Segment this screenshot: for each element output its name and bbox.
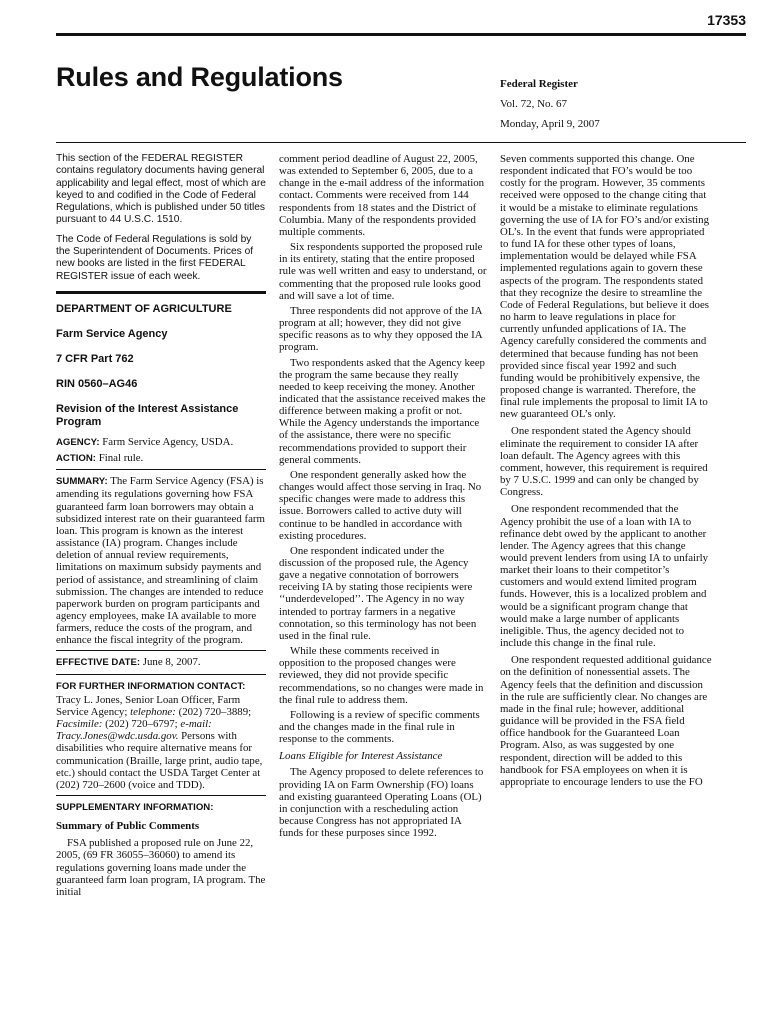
contact-fax-label: Facsimile: — [56, 718, 103, 731]
summary-text: The Farm Service Agency (FSA) is amending its regulations governing how FSA guaranteed farm loan borrowers may obtain a subsidized interest rate on their guaranteed farm loan. This program is known as the interest assistance (IA) program. Changes include deletion of annual review requirements, limitations on maximum subsidy payments and period of assistance, and streamlining of claim submission. The changes are intended to reduce paperwork burden on program participants and agency employees, make IA available to more farmers, reduce the costs of the program, and enhance the fiscal integrity of the program. — [56, 475, 265, 647]
publication-date: Monday, April 9, 2007 — [500, 118, 600, 130]
agency-line — [56, 436, 266, 449]
summary-label: SUMMARY: — [56, 476, 108, 488]
col3-paragraph-4: One respondent requested additional guidance on the definition of nonessential assets. The Agency feels that the definition and discussion in the rule are sufficiently clear. No changes are made in the final rule; however, additional guidance will be provided in the FSA field office handbook for the Guaranteed Loan Program. Also, as was suggested by one respondent, direction will be added to this handbook for FSA employees on when it is appropriate to encourage lenders to use the FO — [500, 654, 712, 788]
col2-paragraph-1: comment period deadline of August 22, 2005, was extended to September 6, 2005, due to a change in the e-mail address of the information contact. Comments were received from 144 respondents from 18 states and the District of Columbia. Many of the respondents provided multiple comments. — [279, 153, 485, 238]
header-rule — [56, 142, 746, 143]
column-2 — [279, 153, 487, 842]
col2-paragraph-9: The Agency proposed to delete references to providing IA on Farm Ownership (FO) loans and existing guaranteed Operating Loans (OL) in conjunction with a rescheduling action because Congress has not appropriated IA funds for these purposes since 1992. — [279, 766, 484, 840]
summary-comments-heading: Summary of Public Comments — [56, 820, 200, 833]
agency-label: AGENCY: — [56, 436, 100, 448]
rin-heading: RIN 0560–AG46 — [56, 377, 138, 390]
col2-paragraph-2: Six respondents supported the proposed rule in its entirety, stating that the entire proposed rule was well written and easy to understand, or commenting that the proposed rule looks good and will save a lot of time. — [279, 241, 487, 302]
agency-text: Farm Service Agency, USDA. — [102, 435, 234, 448]
contact-text-1: Tracy L. Jones, Senior Loan Officer, Farm Service Agency; — [56, 693, 241, 718]
action-line — [56, 452, 266, 465]
contact-fax: (202) 720–6797; — [105, 718, 178, 731]
publication-name: Federal Register — [500, 78, 578, 90]
effective-date-line — [56, 656, 266, 669]
effective-label: EFFECTIVE DATE: — [56, 657, 141, 669]
supplementary-paragraph-1: FSA published a proposed rule on June 22, 2005, (69 FR 36055–36060) to amend its regulations governing loans made under the guaranteed farm loan program, IA program. The initial — [56, 837, 266, 898]
section-title: Rules and Regulations — [56, 62, 343, 92]
column-1 — [56, 153, 266, 901]
col3-paragraph-1: Seven comments supported this change. One respondent indicated that FO’s would be too costly for the program. However, 35 comments received were opposed to the change citing that it would be a mistake to eliminate regulations governing the use of IA for FO’s and/or existing OL’s. In the event that funds were appropriated to fund IA for these other types of loans, implementation would be delayed while FSA implemented regulations again to govern these aspects of the program. The respondents stated that they recognize the desire to streamline the Code of Federal Regulations, but believe it does no harm to leave regulations in place for currently unfunded applications of IA. The Agency carefully considered the comments and determined that because funding has not been provided since fiscal year 1992 and such funding would be prohibitively expensive, the proposed change is warranted. Therefore, the final rule implements the proposal to limit IA to new guaranteed OL’s only. — [500, 153, 710, 421]
contact-text-2: Persons with disabilities who require alternative means for communication (Braille, large print, audio tape, etc.) should contact the USDA Target Center at (202) 720–2600 (voice and TDD). — [56, 730, 263, 791]
supplementary-label: SUPPLEMENTARY INFORMATION: — [56, 802, 214, 814]
contact-tel-label: telephone: — [130, 705, 176, 718]
loans-eligible-heading: Loans Eligible for Interest Assistance — [279, 750, 443, 763]
top-rule — [56, 33, 746, 36]
contact-label-line — [56, 680, 266, 693]
col2-paragraph-5: One respondent generally asked how the changes would affect those serving in Iraq. No specific changes were made to address this issue. Borrowers called to active duty will continue to be handled in accordance with existing procedures. — [279, 468, 482, 542]
col3-paragraph-2: One respondent stated the Agency should eliminate the requirement to consider IA after loan default. The Agency agrees with this comment, however, this requirement is required by 7 U.S.C. 1999 and can only be changed by Congress. — [500, 425, 708, 499]
preamble-paragraph-2: The Code of Federal Regulations is sold by the Superintendent of Documents. Prices of new books are listed in the first FEDERAL REGISTER issue of each week. — [56, 233, 254, 282]
publication-info — [500, 74, 740, 134]
agency-heading: Farm Service Agency — [56, 327, 168, 340]
col2-paragraph-3: Three respondents did not approve of the IA program at all; however, they did not give specific reasons as to why they opposed the IA program. — [279, 304, 482, 354]
supplementary-rule — [56, 795, 266, 796]
col2-paragraph-8: Following is a review of specific comments and the changes made in the final rule in response to the comments. — [279, 708, 480, 746]
summary-paragraph — [56, 475, 266, 646]
contact-email[interactable]: e-mail: Tracy.Jones@wdc.usda.gov. — [56, 718, 212, 743]
effective-rule — [56, 650, 266, 651]
column-3 — [500, 153, 712, 791]
col3-paragraph-3: One respondent recommended that the Agency prohibit the use of a loan with IA to refinance debt owed by the applicant to another lender. The Agency agrees that this change would prevent lenders from using IA to unfairly market their loans to their competitor’s customers and would extend limited program funds. However, this is a localized problem and would be a significant program change that would make a large number of applicants ineligible. Thus, the agency decided not to include this change in the final rule. — [500, 503, 709, 650]
preamble-paragraph-1: This section of the FEDERAL REGISTER contains regulatory documents having general applicability and legal effect, most of which are keyed to and codified in the Code of Federal Regulations, which is published under 50 titles pursuant to 44 U.S.C. 1510. — [56, 153, 266, 226]
supplementary-label-line — [56, 801, 266, 814]
contact-rule — [56, 674, 266, 675]
action-text: Final rule. — [98, 452, 144, 465]
contact-label: FOR FURTHER INFORMATION CONTACT: — [56, 680, 246, 692]
contact-tel: (202) 720–3889; — [178, 705, 252, 718]
section-rule — [56, 291, 266, 294]
action-label: ACTION: — [56, 453, 96, 465]
contact-paragraph — [56, 694, 266, 791]
col2-paragraph-7: While these comments received in opposition to the proposed changes were reviewed, they did not provide specific recommendations, so no changes were made in the final rule to address them. — [279, 645, 484, 706]
volume-number: Vol. 72, No. 67 — [500, 98, 568, 110]
col2-paragraph-6: One respondent indicated under the discussion of the proposed rule, the Agency gave a negative connotation of borrowers receiving IA by stating those recipients were ‘‘underdeveloped’’. The Agency in no way intended to portray farmers in a negative connotation, so this terminology has not been used in the final rule. — [279, 544, 477, 642]
page-number: 17353 — [707, 12, 746, 28]
rule-title: Revision of the Interest Assistance Program — [56, 402, 239, 428]
col2-paragraph-4: Two respondents asked that the Agency keep the program the same because they really needed to keep receiving the money. Another indicated that the assistance received makes the difference between making a profit or not. While the Agency understands the importance of the assistance, there were no specific recommendations provided to support their general comments. — [279, 356, 486, 466]
effective-text: June 8, 2007. — [142, 656, 201, 669]
cfr-heading: 7 CFR Part 762 — [56, 352, 134, 365]
summary-rule — [56, 469, 266, 470]
department-heading: DEPARTMENT OF AGRICULTURE — [56, 302, 232, 315]
